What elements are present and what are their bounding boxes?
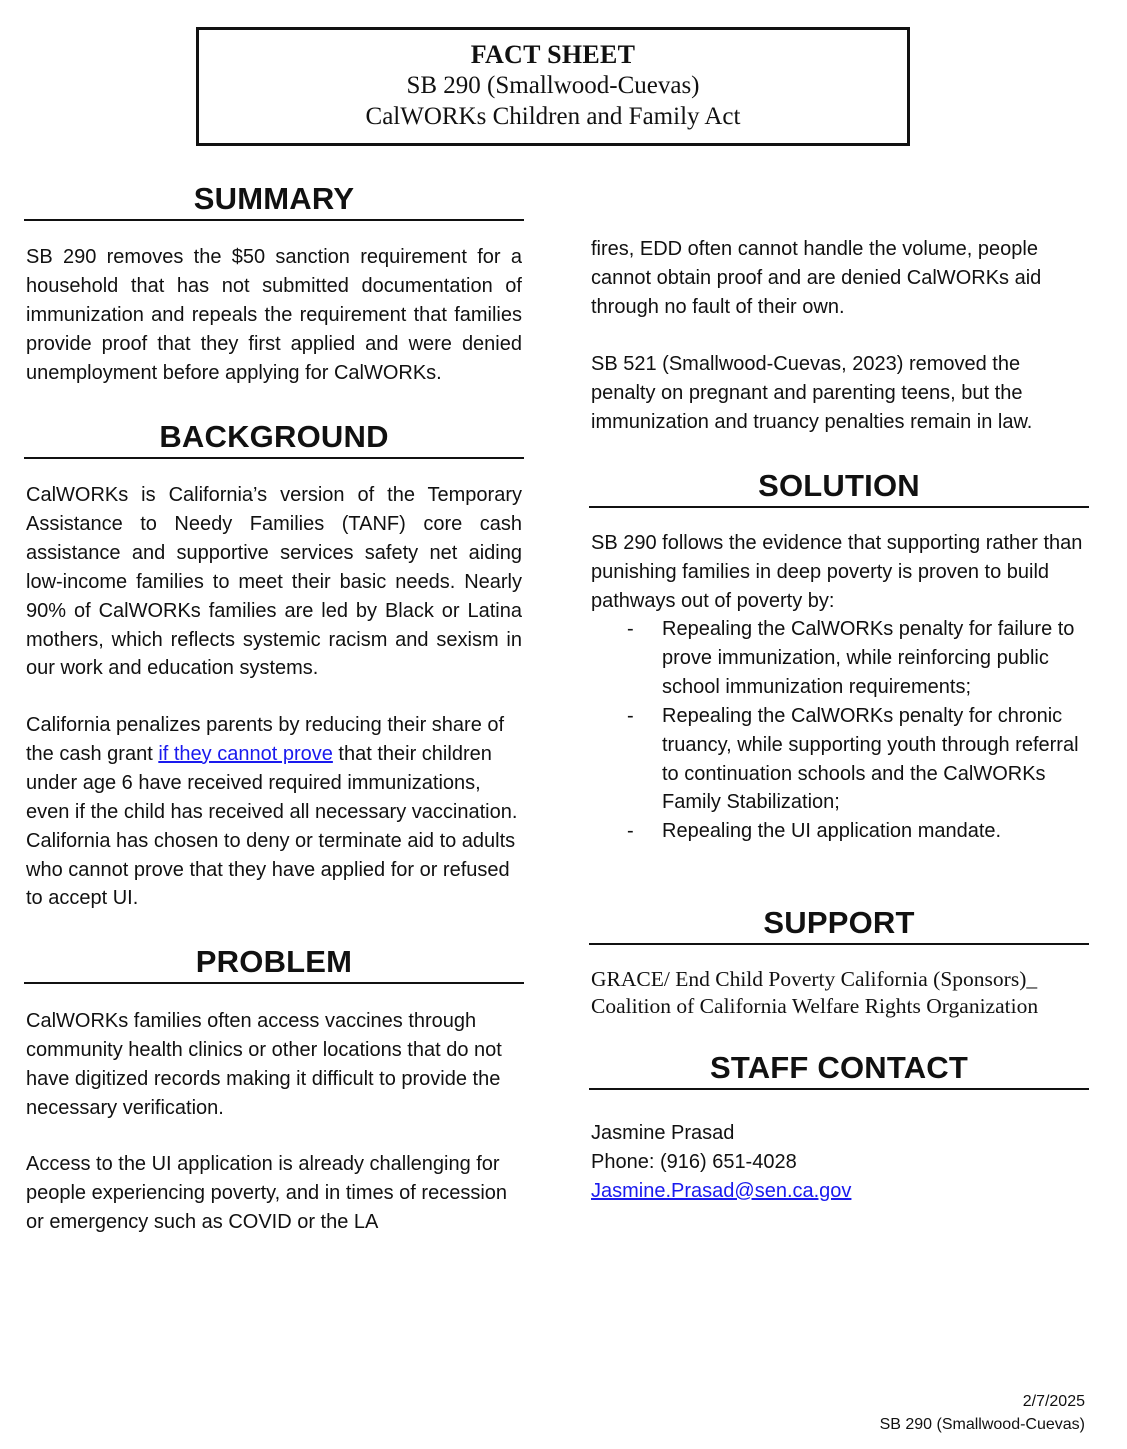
- summary-text: SB 290 removes the $50 sanction requirement for a household that has not submitted documentation of immunization and repeals the requirement that families provide proof that they first applied and were denied unemployment before applying for CalWORKs.: [26, 246, 522, 384]
- background-paragraph-2-start: California penalizes parents by reducing their share of the cash grant: [26, 714, 505, 765]
- dash-bullet-icon: -: [627, 820, 634, 843]
- problem-paragraph-2-part-2: fires, EDD often cannot handle the volume, people cannot obtain proof and are denied CalWORKs aid through no fault of their own.: [591, 238, 1042, 318]
- summary-heading: SUMMARY: [24, 181, 524, 221]
- problem-paragraph-1: CalWORKs families often access vaccines through community health clinics or other locations that do not have digitized records making it difficult to provide the necessary verification.: [26, 1010, 502, 1119]
- solution-intro: SB 290 follows the evidence that supporting rather than punishing families in deep poverty is proven to build pathways out of poverty by:: [591, 532, 1083, 612]
- supporter-item: GRACE/ End Child Poverty California (Sponsors)_: [591, 967, 1038, 991]
- background-paragraph-2-end: that their children under age 6 have received required immunizations, even if the child has received all necessary vaccination. California has chosen to deny or terminate aid to adults who cannot prove that they have applied for or refused to accept UI.: [26, 742, 518, 910]
- contact-phone: Phone: (916) 651-4028: [591, 1150, 797, 1173]
- dash-bullet-icon: -: [627, 618, 634, 640]
- fact-sheet-title: FACT SHEET: [470, 40, 636, 69]
- solution-list: [591, 615, 1089, 846]
- solution-item: [591, 615, 1089, 702]
- footer-bill: SB 290 (Smallwood-Cuevas): [879, 1416, 1085, 1433]
- solution-item: [591, 817, 1089, 846]
- solution-item-text: Repealing the CalWORKs penalty for failure to prove immunization, while reinforcing public school immunization requirements;: [662, 618, 1075, 698]
- footer-date: 2/7/2025: [1022, 1393, 1085, 1410]
- staff-contact-heading: STAFF CONTACT: [589, 1050, 1089, 1090]
- problem-heading: PROBLEM: [24, 944, 524, 984]
- solution-item: [591, 702, 1089, 818]
- background-paragraph-1: CalWORKs is California’s version of the Temporary Assistance to Needy Families (TANF) core cash assistance and supportive services safety net aiding low-income families to meet their basic needs. Nearly 90% of CalWORKs families are led by Black or Latina mothers, which reflects systemic racism and sexism in our work and education systems.: [26, 484, 522, 680]
- support-list: [591, 966, 1091, 1020]
- title-box: [196, 27, 910, 146]
- background-paragraph-2: [26, 711, 522, 913]
- page-footer: [880, 1390, 1085, 1436]
- solution-item-text: Repealing the CalWORKs penalty for chronic truancy, while supporting youth through referral to continuation schools and the CalWORKs Family Stabilization;: [662, 704, 1079, 814]
- background-heading: BACKGROUND: [24, 419, 524, 459]
- staff-contact-block: [591, 1119, 1087, 1206]
- solution-item-text: Repealing the UI application mandate.: [662, 820, 1002, 843]
- bill-name: SB 290 (Smallwood-Cuevas): [406, 72, 700, 99]
- problem-paragraph-3: SB 521 (Smallwood-Cuevas, 2023) removed the penalty on pregnant and parenting teens, but the immunization and truancy penalties remain in law.: [591, 353, 1033, 433]
- cannot-prove-link[interactable]: if they cannot prove: [158, 742, 333, 765]
- supporter-item: Coalition of California Welfare Rights Organization: [591, 994, 1039, 1018]
- dash-bullet-icon: -: [627, 704, 634, 727]
- solution-heading: SOLUTION: [589, 468, 1089, 508]
- contact-name: Jasmine Prasad: [591, 1122, 735, 1144]
- contact-email-link[interactable]: Jasmine.Prasad@sen.ca.gov: [591, 1179, 852, 1202]
- problem-paragraph-2-part-1: Access to the UI application is already challenging for people experiencing poverty, and in times of recession or emergency such as COVID or the LA: [26, 1153, 508, 1233]
- support-heading: SUPPORT: [589, 905, 1089, 945]
- act-name: CalWORKs Children and Family Act: [365, 103, 741, 130]
